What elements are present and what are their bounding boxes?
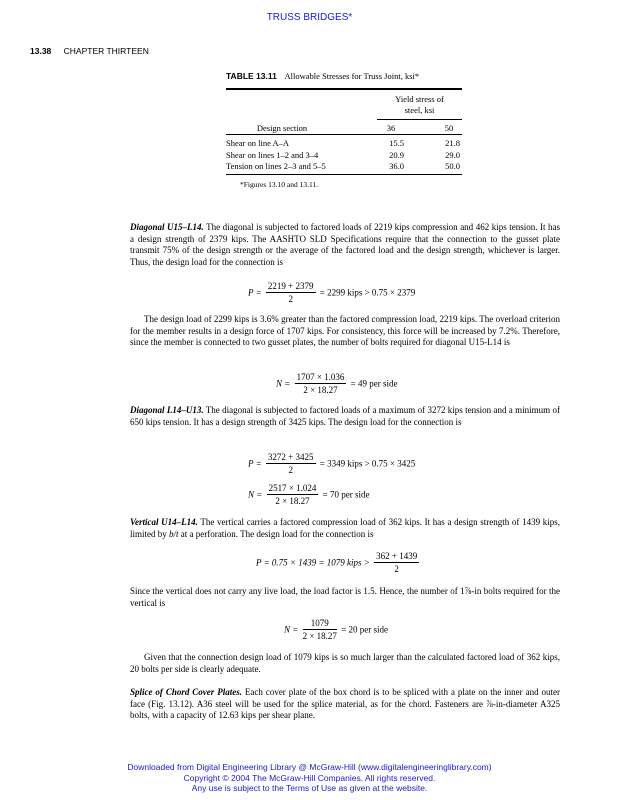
eq-denominator: 2 × 18.27 xyxy=(302,631,337,641)
row-value-36: 20.9 xyxy=(389,149,404,160)
eq-lhs: P = xyxy=(248,287,262,298)
equation-n-diagonal-l14 xyxy=(248,482,369,507)
paragraph-text: Each cover plate of the box chord is to be spliced with a plate on the inner and outer face (Fig. 13.12). A36 steel will be used for the splice material, as for the chord. Fasteners are xyxy=(130,687,561,709)
table-row xyxy=(226,138,462,149)
running-banner: TRUSS BRIDGES* xyxy=(266,12,353,23)
eq-denominator: 2 xyxy=(394,564,399,574)
table-header-rule xyxy=(226,134,462,135)
group-header-line1: Yield stress of xyxy=(395,94,444,104)
eq-rhs: = 20 per side xyxy=(341,624,388,635)
page-header xyxy=(30,46,149,56)
paragraph-diagonal-l14-u13 xyxy=(130,405,560,428)
footer-terms: Any use is subject to the Terms of Use as given at the website. xyxy=(191,783,428,793)
eq-denominator: 2 xyxy=(288,465,293,475)
row-value-50: 50.0 xyxy=(445,161,460,171)
eq-lhs: N = xyxy=(276,378,291,389)
table-group-header xyxy=(377,94,462,116)
paragraph-overload: The design load of 2299 kips is 3.6% greater than the factored compression load, 2219 kips. The overload criterion for the member results in a design force of 1707 kips. For consistency, this force will be increased by 7.2%. Therefore, since the member is connected to two gusset plates, the number of bolts required for diagonal U15-L14 is xyxy=(130,314,560,348)
eq-rhs: = 49 per side xyxy=(350,378,398,389)
eq-numerator: 3272 + 3425 xyxy=(267,452,314,462)
row-value-36: 15.5 xyxy=(389,138,404,148)
row-value-36: 36.0 xyxy=(389,161,404,171)
eq-lhs: P = xyxy=(248,458,262,469)
eq-denominator: 2 xyxy=(288,294,293,304)
eq-rhs: = 70 per side xyxy=(322,489,370,500)
runin-heading: Diagonal U15–L14. xyxy=(130,222,204,232)
paragraph-italic: b/t xyxy=(169,528,179,539)
equation-p-diagonal-u15 xyxy=(248,280,415,305)
table-top-rule xyxy=(226,88,462,90)
runin-heading: Diagonal L14–U13. xyxy=(130,405,204,415)
eq-numerator: 2219 + 2379 xyxy=(267,281,314,291)
group-header-line2: steel, ksi xyxy=(404,105,435,115)
runin-heading: Vertical U14–L14. xyxy=(130,517,198,527)
footer-download-link[interactable]: Downloaded from Digital Engineering Library @ McGraw-Hill (www.digitalengineeringlibrary.com) xyxy=(127,762,492,772)
table-label: TABLE 13.11 xyxy=(226,71,277,81)
bolt-fraction: ⅞ xyxy=(464,586,472,596)
chapter-title: CHAPTER THIRTEEN xyxy=(63,46,149,56)
equation-n-diagonal-u15 xyxy=(276,371,397,396)
row-section: Tension on lines 2–3 and 5–5 xyxy=(226,161,326,171)
eq-numerator: 2517 × 1.024 xyxy=(268,483,317,493)
paragraph-text-after: at a perforation. The design load for the connection is xyxy=(178,528,374,539)
eq-lhs: P = 0.75 × 1439 = 1079 kips > xyxy=(256,557,370,568)
table-footnote: *Figures 13.10 and 13.11. xyxy=(240,180,319,189)
eq-numerator: 1707 × 1.036 xyxy=(296,372,345,382)
paragraph-chord-splice xyxy=(130,687,560,722)
table-bottom-rule xyxy=(226,174,462,175)
eq-rhs: = 2299 kips > 0.75 × 2379 xyxy=(319,287,416,298)
runin-heading: Splice of Chord Cover Plates. xyxy=(130,687,242,697)
paragraph-vertical-u14-l14 xyxy=(130,517,560,540)
paragraph-text: The diagonal is subjected to factored loads of a maximum of 3272 kips tension and a minimum of 650 kips tension. It has a design strength of 3425 kips. The design load for the connection is xyxy=(130,405,560,427)
eq-numerator: 1079 xyxy=(303,617,337,630)
group-header-rule xyxy=(377,119,462,120)
eq-denominator: 2 × 18.27 xyxy=(275,496,310,506)
row-value-50: 29.0 xyxy=(445,149,460,160)
eq-rhs: = 3349 kips > 0.75 × 3425 xyxy=(319,458,416,469)
eq-numerator: 362 + 1439 xyxy=(376,551,418,561)
table-caption xyxy=(226,71,419,81)
eq-denominator: 2 × 18.27 xyxy=(303,385,338,395)
paragraph-text-after: -in-diameter A325 bolts, with a capacity of 12.63 kips per shear plane. xyxy=(130,698,561,721)
table-row xyxy=(226,161,462,172)
equation-n-vertical xyxy=(284,617,388,642)
paragraph-diagonal-u15-l14 xyxy=(130,222,560,269)
paragraph-text: The vertical carries a factored compression load of 362 kips. It has a design strength of 1439 kips, limited by xyxy=(130,517,560,539)
paragraph-load-factor xyxy=(130,586,560,609)
paragraph-adequacy: Given that the connection design load of 1079 kips is so much larger than the calculated factored load of 362 kips, 20 bolts per side is clearly adequate. xyxy=(130,652,560,674)
row-section: Shear on lines 1–2 and 3–4 xyxy=(226,149,319,160)
paragraph-text-after: -in bolts required for the vertical is xyxy=(130,586,560,608)
column-header-36: 36 xyxy=(386,123,396,133)
paragraph-text: Since the vertical does not carry any live load, the load factor is 1.5. Hence, the number of 1 xyxy=(130,586,465,596)
bolt-fraction: ⅞ xyxy=(486,698,493,709)
table-row xyxy=(226,150,462,161)
row-value-50: 21.8 xyxy=(445,138,460,148)
equation-p-diagonal-l14 xyxy=(248,451,415,476)
page-number: 13.38 xyxy=(30,46,52,56)
column-header-50: 50 xyxy=(444,123,454,133)
table-caption-text: Allowable Stresses for Truss Joint, ksi* xyxy=(284,71,420,81)
page-footer xyxy=(0,762,619,794)
eq-lhs: N = xyxy=(248,489,263,500)
column-header-design-section: Design section xyxy=(256,123,308,133)
eq-lhs: N = xyxy=(284,624,299,635)
row-section: Shear on line A–A xyxy=(226,138,290,148)
equation-p-vertical xyxy=(256,550,421,575)
paragraph-text: The diagonal is subjected to factored loads of 2219 kips compression and 462 kips tension. It has a design strength of 2379 kips. The AASHTO SLD Specifications require that the connection to the gusset plate transmit 75% of the design strength or the average of the factored load and the design strength, whichever is larger. Thus, the design load for the connection is xyxy=(130,222,560,268)
footer-copyright: Copyright © 2004 The McGraw-Hill Companies. All rights reserved. xyxy=(183,772,436,783)
